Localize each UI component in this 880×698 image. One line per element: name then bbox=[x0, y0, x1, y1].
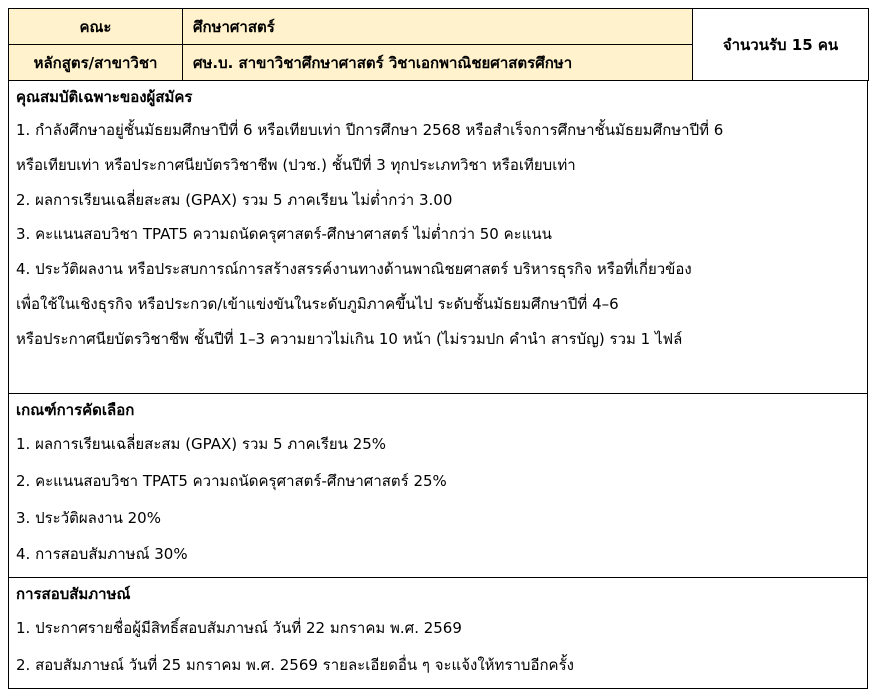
criteria-line: 1. ผลการเรียนเฉลี่ยสะสม (GPAX) รวม 5 ภาคเรียน 25% bbox=[16, 435, 387, 453]
qualification-line: 1. กำลังศึกษาอยู่ชั้นมัธยมศึกษาปีที่ 6 หรือเทียบเท่า ปีการศึกษา 2568 หรือสำเร็จการศึกษาชั้นมัธยมศึกษาปีที่ 6 bbox=[16, 121, 724, 139]
qualifications-section bbox=[8, 81, 868, 394]
criteria-title: เกณฑ์การคัดเลือก bbox=[16, 401, 135, 419]
interview-line: 1. ประกาศรายชื่อผู้มีสิทธิ์สอบสัมภาษณ์ วันที่ 22 มกราคม พ.ศ. 2569 bbox=[16, 619, 462, 637]
interview-line: 2. สอบสัมภาษณ์ วันที่ 25 มกราคม พ.ศ. 2569 รายละเอียดอื่น ๆ จะแจ้งให้ทราบอีกครั้ง bbox=[16, 656, 574, 674]
qualification-line: 2. ผลการเรียนเฉลี่ยสะสม (GPAX) รวม 5 ภาคเรียน ไม่ต่ำกว่า 3.00 bbox=[16, 190, 453, 209]
interview-section bbox=[8, 578, 868, 689]
criteria-line: 2. คะแนนสอบวิชา TPAT5 ความถนัดครุศาสตร์-ศึกษาศาสตร์ 25% bbox=[16, 471, 447, 490]
admission-info-sheet bbox=[8, 8, 868, 689]
criteria-line: 3. ประวัติผลงาน 20% bbox=[16, 508, 161, 527]
interview-title: การสอบสัมภาษณ์ bbox=[16, 585, 131, 603]
criteria-line: 4. การสอบสัมภาษณ์ 30% bbox=[16, 545, 188, 564]
qualifications-title: คุณสมบัติเฉพาะของผู้สมัคร bbox=[16, 88, 193, 106]
qualification-line: 4. ประวัติผลงาน หรือประสบการณ์การสร้างสรรค์งานทางด้านพาณิชยศาสตร์ บริหารธุรกิจ หรือที่เกี่ยวข้อง bbox=[16, 260, 692, 279]
faculty-label: คณะ bbox=[9, 9, 183, 45]
qualification-line: เพื่อใช้ในเชิงธุรกิจ หรือประกวด/เข้าแข่งขันในระดับภูมิภาคขึ้นไป ระดับชั้นมัธยมศึกษาปีที่ 4–6 bbox=[16, 294, 619, 313]
qualification-line: 3. คะแนนสอบวิชา TPAT5 ความถนัดครุศาสตร์-ศึกษาศาสตร์ ไม่ต่ำกว่า 50 คะแนน bbox=[16, 225, 552, 244]
program-label: หลักสูตร/สาขาวิชา bbox=[9, 45, 183, 81]
capacity-cell: จำนวนรับ 15 คน bbox=[693, 9, 869, 81]
faculty-row bbox=[9, 9, 869, 45]
program-value: ศษ.บ. สาขาวิชาศึกษาศาสตร์ วิชาเอกพาณิชยศาสตรศึกษา bbox=[183, 45, 693, 81]
criteria-section bbox=[8, 394, 868, 578]
faculty-value: ศึกษาศาสตร์ bbox=[183, 9, 693, 45]
qualification-line: หรือประกาศนียบัตรวิชาชีพ ชั้นปีที่ 1–3 ความยาวไม่เกิน 10 หน้า (ไม่รวมปก คำนำ สารบัญ) รวม 1 ไฟล์ bbox=[16, 329, 683, 348]
program-header-table bbox=[8, 8, 869, 81]
qualification-line: หรือเทียบเท่า หรือประกาศนียบัตรวิชาชีพ (ปวช.) ชั้นปีที่ 3 ทุกประเภทวิชา หรือเทียบเท่า bbox=[16, 155, 576, 174]
